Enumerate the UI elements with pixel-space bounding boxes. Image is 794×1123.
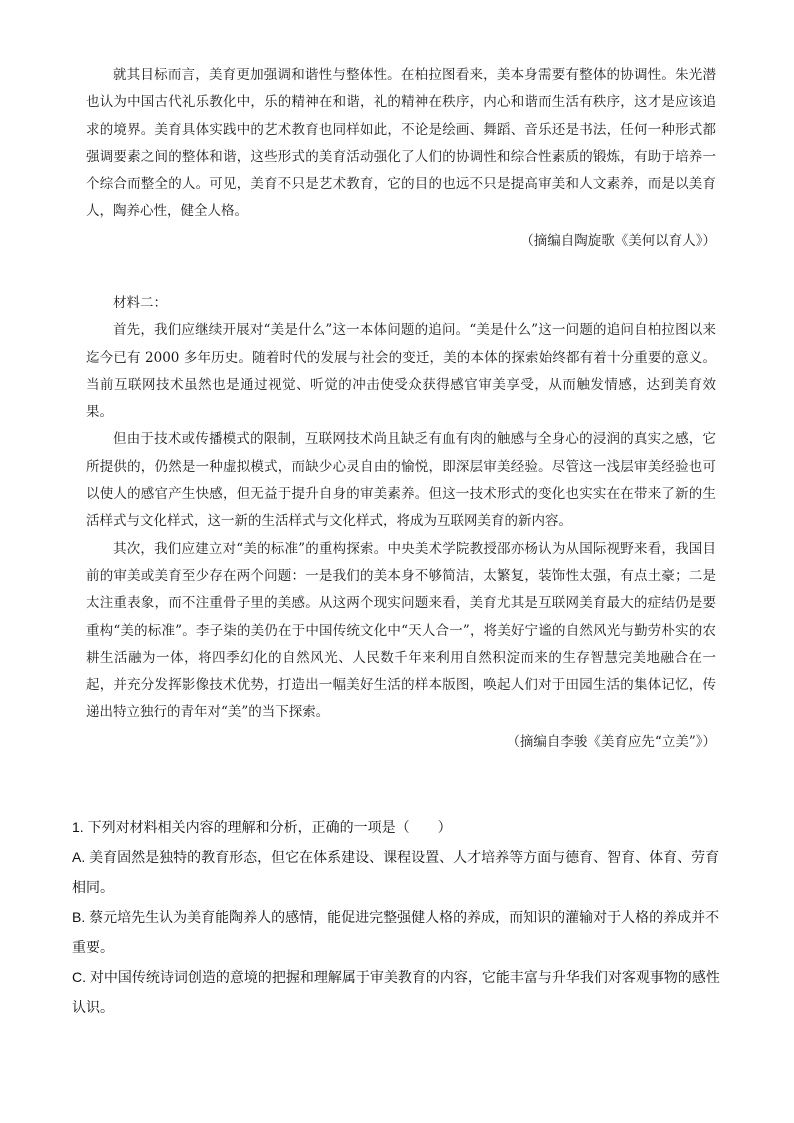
material-one-paragraph: 就其目标而言，美育更加强调和谐性与整体性。在柏拉图看来，美本身需要有整体的协调性。朱光潜也认为中国古代礼乐教化中，乐的精神在和谐，礼的精神在秩序，内心和谐而生活有秩序，这才是应该追求的境界。美育具体实践中的艺术教育也同样如此，不论是绘画、舞蹈、音乐还是书法，任何一种形式都强调要素之间的整体和谐，这些形式的美育活动强化了人们的协调性和综合性素质的锻炼，有助于培养一个综合而整全的人。可见，美育不只是艺术教育，它的目的也远不只是提高审美和人文素养，而是以美育人，陶养心性，健全人格。 xyxy=(86,67,716,220)
question-1-option-a: A. 美育固然是独特的教育形态，但它在体系建设、课程设置、人才培养等方面与德育、智育、体育、劳育相同。 xyxy=(72,849,720,895)
material-two-paragraph-1: 首先，我们应继续开展对“美是什么”这一本体问题的追问。“美是什么”这一问题的追问自柏拉图以来迄今已有 2000 多年历史。随着时代的发展与社会的变迁，美的本体的探索始终都有着十分重要的意义。当前互联网技术虽然也是通过视觉、听觉的冲击使受众获得感官审美享受，从而触发情感，达到美育效果。 xyxy=(86,322,716,421)
material-two xyxy=(86,286,716,756)
material-two-source: （摘编自李骏《美育应先“立美”》） xyxy=(506,733,716,750)
question-1-option-b: B. 蔡元培先生认为美育能陶养人的感情，能促进完整强健人格的养成，而知识的灌输对于人格的养成并不重要。 xyxy=(72,909,720,955)
material-one-source: （摘编自陶旋歌《美何以育人》） xyxy=(520,232,716,249)
material-two-paragraph-3: 其次，我们应建立对“美的标准”的重构探索。中央美术学院教授邵亦杨认为从国际视野来看，我国目前的审美或美育至少存在两个问题：一是我们的美本身不够简洁，太繁复，装饰性太强，有点土豪；二是太注重表象，而不注重骨子里的美感。从这两个现实问题来看，美育尤其是互联网美育最大的症结仍是要重构“美的标准”。李子柒的美仍在于中国传统文化中“天人合一”，将美好宁谧的自然风光与勤劳朴实的农耕生活融为一体，将四季幻化的自然风光、人民数千年来利用自然积淀而来的生存智慧完美地融合在一起，并充分发挥影像技术优势，打造出一幅美好生活的样本版图，唤起人们对于田园生活的集体记忆，传递出特立独行的青年对“美”的当下探索。 xyxy=(86,540,716,721)
question-1-stem: 1. 下列对材料相关内容的理解和分析，正确的一项是（ ） xyxy=(72,819,452,835)
question-1 xyxy=(72,812,722,1022)
question-1-option-c: C. 对中国传统诗词创造的意境的把握和理解属于审美教育的内容，它能丰富与升华我们对客观事物的感性认识。 xyxy=(72,969,720,1015)
material-two-heading: 材料二： xyxy=(113,295,167,311)
material-one-excerpt xyxy=(86,62,716,255)
material-two-paragraph-2: 但由于技术或传播模式的限制，互联网技术尚且缺乏有血有肉的触感与全身心的浸润的真实之感，它所提供的，仍然是一种虚拟模式，而缺少心灵自由的愉悦，即深层审美经验。尽管这一浅层审美经验也可以使人的感官产生快感，但无益于提升自身的审美素养。但这一技术形式的变化也实实在在带来了新的生活样式与文化样式，这一新的生活样式与文化样式，将成为互联网美育的新内容。 xyxy=(86,431,716,530)
